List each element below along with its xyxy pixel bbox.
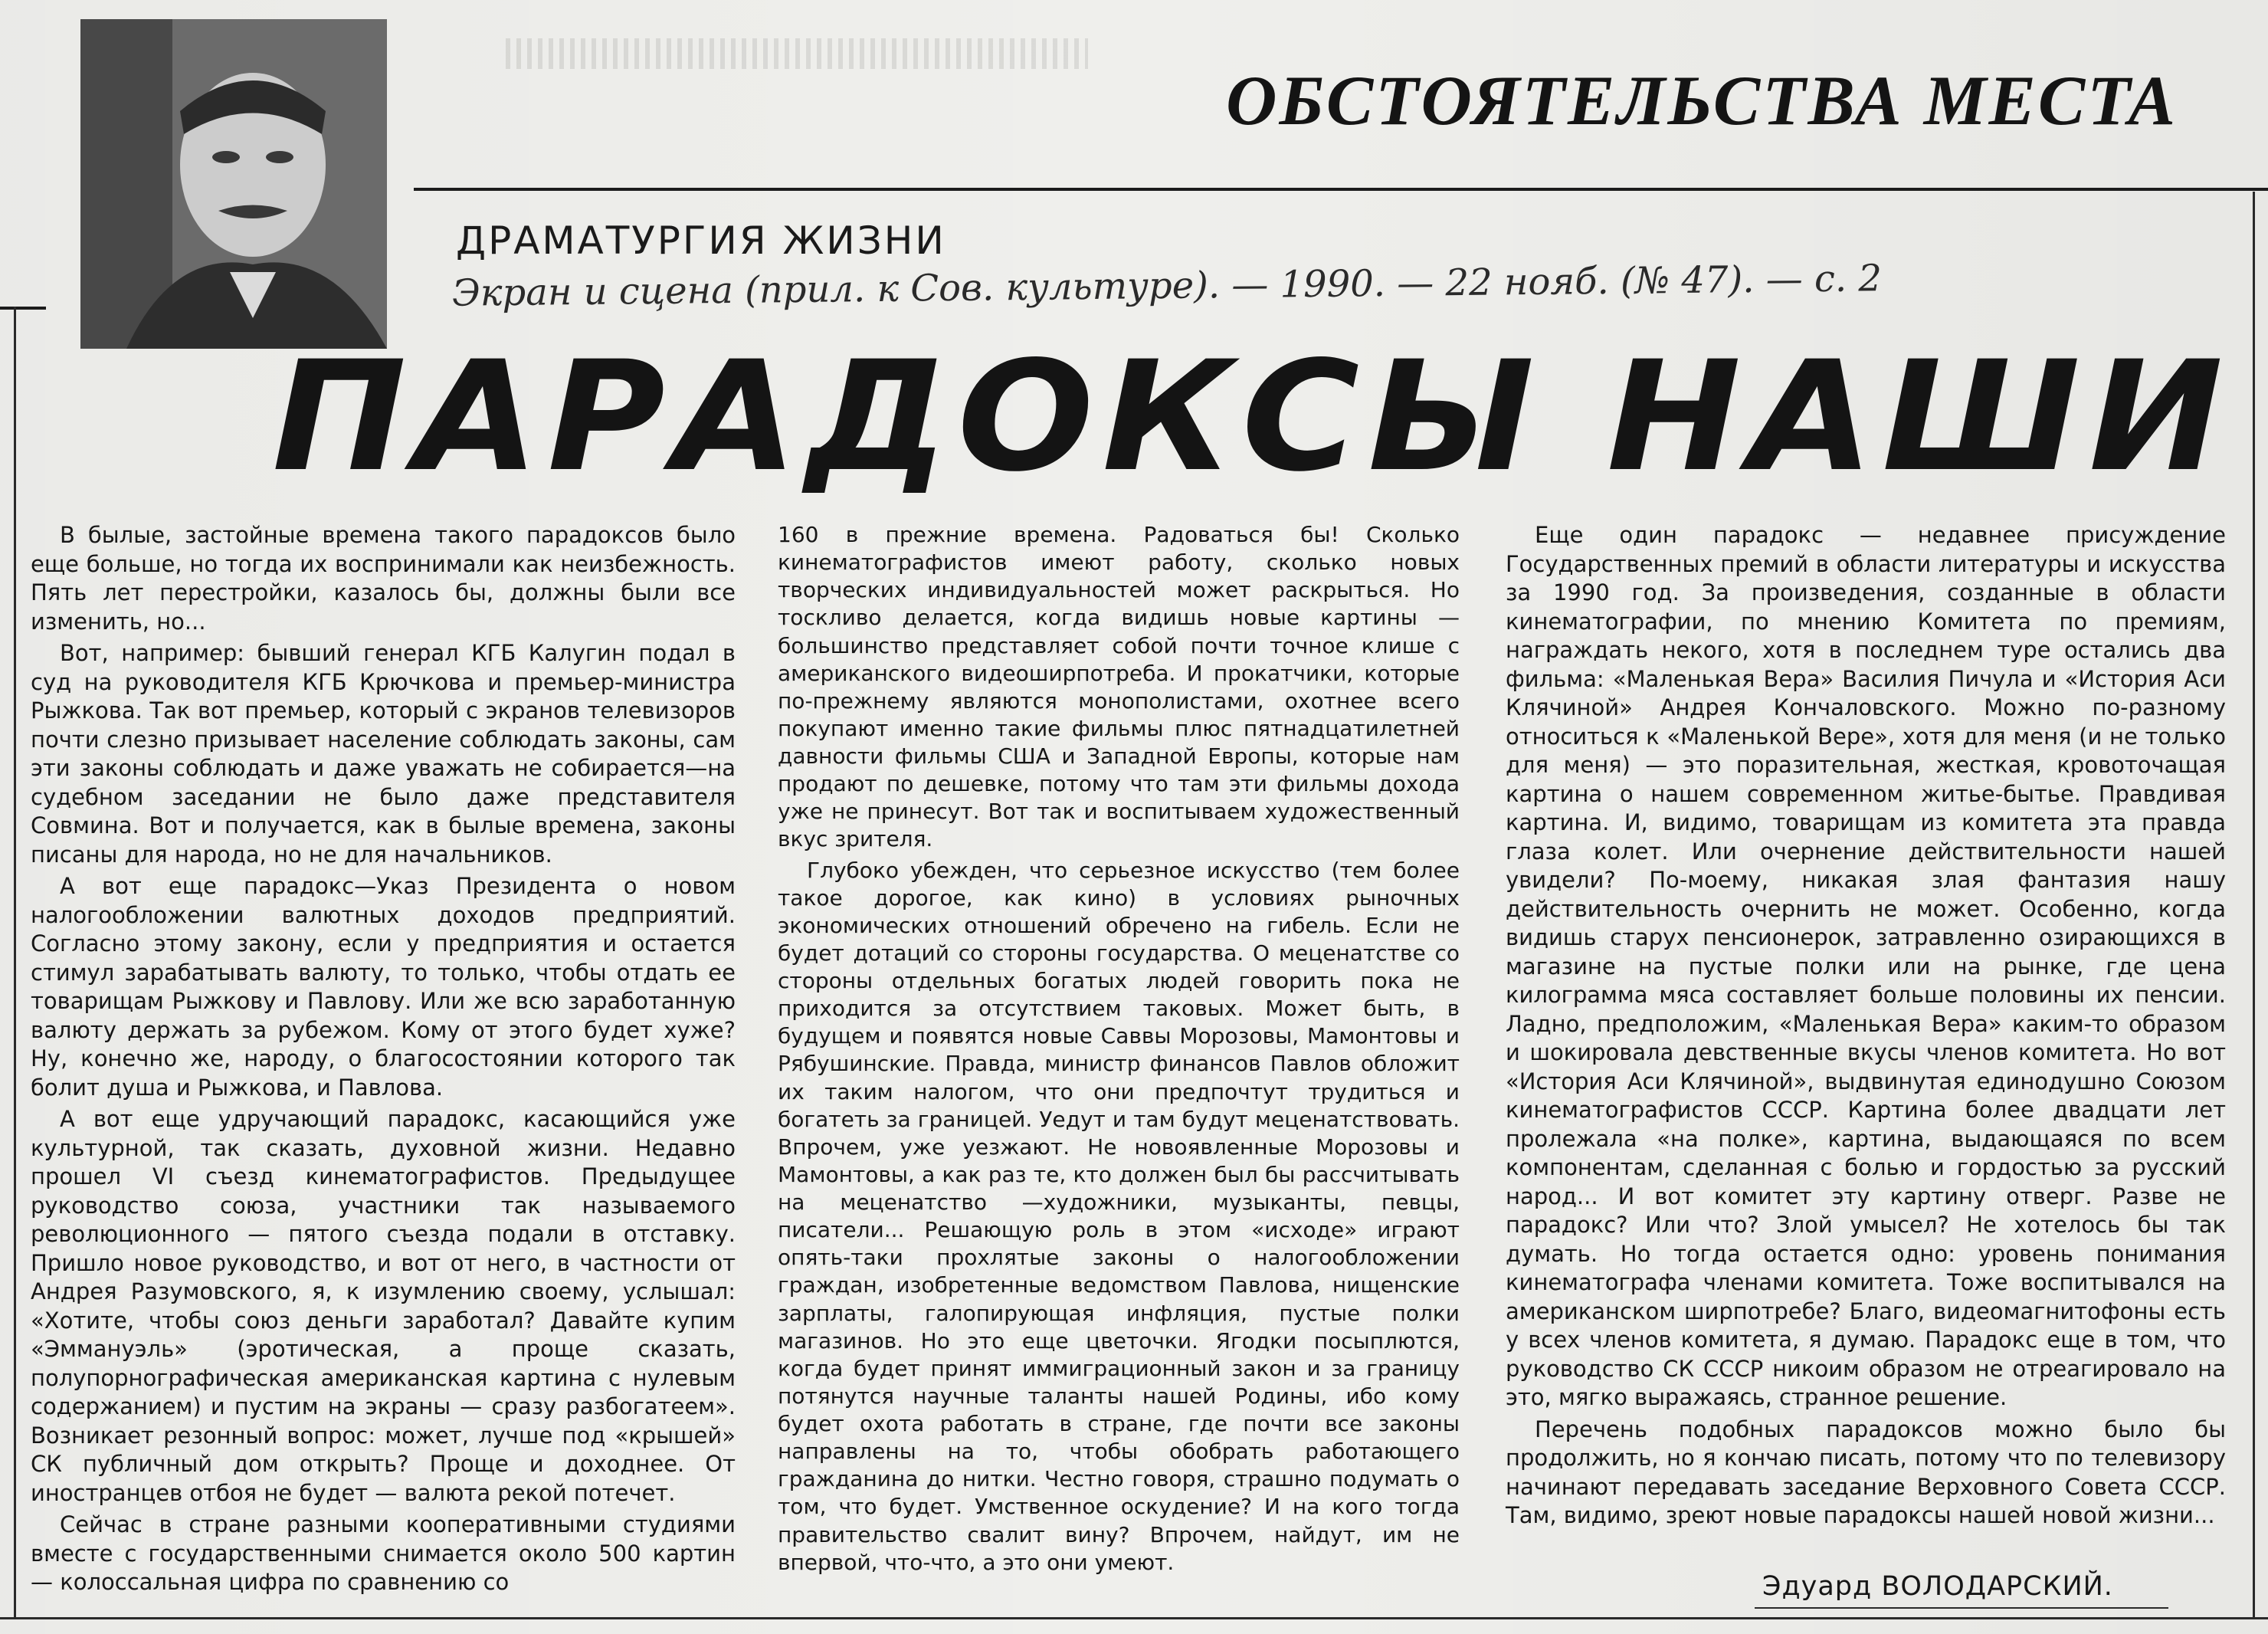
paragraph: Сейчас в стране разными кооперативными студиями вместе с государственными снимается около 500 картин — колоссальная цифра по сравнению со (31, 1511, 736, 1595)
paragraph: 160 в прежние времена. Радоваться бы! Сколько кинематографистов имеют работу, сколько новых творческих индивидуальностей может раскрыться. Но тоскливо делается, когда видишь новые картины — большинство представляет собой почти точное клише с американского видеоширпотреба. И прокатчики, которые по-прежнему являются монополистами, охотнее всего покупают именно такие фильмы плюс пятнадцатилетней давности фильмы США и Западной Европы, которые нам продают по дешевке, потому что там эти фильмы дохода уже не принесут. Вот так и воспитываем художественный вкус зрителя. (778, 522, 1460, 852)
portrait-photo-icon (80, 19, 387, 349)
right-border-rule (2253, 192, 2255, 1617)
paragraph: Вот, например: бывший генерал КГБ Калугин подал в суд на руководителя КГБ Крючкова и премьер-министра Рыжкова. Так вот премьер, который с экранов телевизоров почти слезно призывает население соблюдать законы, сам эти законы соблюдать и даже уважать не собирается—на судебном заседании не было даже представителя Совмина. Вот и получается, как в былые времена, законы писаны для народа, но не для начальников. (31, 640, 736, 868)
left-border-rule (14, 307, 16, 1617)
bottom-border-rule (0, 1617, 2268, 1619)
paragraph: Глубоко убежден, что серьезное искусство (тем более такое дорогое, как кино) в условиях рыночных экономических отношений обречено на гибель. Если не будет дотаций со стороны государства. О меценатстве со стороны отдельных богатых людей говорить пока не приходится за отсутствием таковых. Может быть, в будущем и появятся новые Саввы Морозовы, Мамонтовы и Рябушинские. Правда, министр финансов Павлов обложит их таким налогом, что они предпочтут трудиться и богатеть за границей. Уедут и там будут меценатствовать. Впрочем, уже уезжают. Не новоявленные Морозовы и Мамонтовы, а как раз те, кто должен был бы рассчитывать на меценатство —художники, музыканты, певцы, писатели... Решающую роль в этом «исходе» играют опять-таки прохлятые законы о налогообложении граждан, изобретенные ведомством Павлова, нищенские зарплаты, галопирующая инфляция, пустые полки магазинов. Но это еще цветочки. Ягодки посыплются, когда будет принят иммиграционный закон и за границу потянутся научные таланты нашей Родины, ибо кому будет охота работать в стране, где почти все законы направлены на то, чтобы обобрать работающего гражданина до нитки. Честно говоря, страшно подумать о том, что будет. Умственное оскудение? И на кого тогда правительство свалит вину? Впрочем, найдут, им не впервой, что-что, а это они умеют. (778, 857, 1460, 1575)
paragraph: А вот еще удручающий парадокс, касающийся уже культурной, так сказать, духовной жизни. Недавно прошел VI съезд кинематографистов. Предыдущее руководство союза, участники так называемого революционного — пятого съезда подали в отставку. Пришло новое руководство, и вот от него, в частности от Андрея Разумовского, я, к изумлению своему, услышал: «Хотите, чтобы союз деньги заработал? Давайте купим «Эммануэль» (эротическая, а проще сказать, полупорнографическая американская картина с нулевым содержанием) и пустим на экраны — сразу разбогатеем». Возникает резонный вопрос: может, лучше под «крышей» СК публичный дом открыть? Проще и доходнее. От иностранцев отбоя не будет — валюта рекой потечет. (31, 1106, 736, 1506)
paragraph: Еще один парадокс — недавнее присуждение Государственных премий в области литературы и искусства за 1990 год. За произведения, созданные в области кинематографии, по мнению Комитета по премиям, награждать некого, хотя в последнем туре остались два фильма: «Маленькая Вера» Василия Пичула и «История Аси Клячиной» Андрея Кончаловского. Можно по-разному относиться к «Маленькой Вере», хотя для меня (и не только для меня) — это поразительная, жесткая, кровоточащая картина о нашем современном житье-бытье. Правдивая картина. И, видимо, товарищам из комитета эта правда глаза колет. Или очернение действительности нашей увидели? По-моему, никакая злая фантазия нашу действительность очернить не может. Особенно, когда видишь старух пенсионерок, затравленно озирающихся в магазине на пустые полки или на рынке, где цена килограмма мяса составляет больше половины их пенсии. Ладно, предположим, «Маленькая Вера» каким-то образом и шокировала девственные вкусы членов комитета. Но вот «История Аси Клячиной», выдвинутая единодушно Союзом кинематографистов СССР. Картина более двадцати лет пролежала «на полке», картина, выдающаяся по всем компонентам, сделанная с болью и гордостью за русский народ... И вот комитет эту картину отверг. Разве не парадокс? Или что? Злой умысел? Не хотелось бы так думать. Но тогда остается одно: уровень понимания кинематографа членами комитета. Тоже воспитывался на американском ширпотребе? Благо, видеомагнитофоны есть у всех членов комитета, я думаю. Парадокс еще в том, что руководство СК СССР никоим образом не отреагировало на это, мягко выражаясь, странное решение. (1506, 522, 2226, 1410)
rubric-title: ОБСТОЯТЕЛЬСТВА МЕСТА (1226, 61, 2178, 139)
article-headline: ПАРАДОКСЫ НАШИ (272, 328, 2232, 505)
author-signature: Эдуард ВОЛОДАРСКИЙ. (1762, 1571, 2113, 1602)
section-label: ДРАМАТУРГИЯ ЖИЗНИ (456, 218, 946, 263)
paragraph: А вот еще парадокс—Указ Президента о новом налогообложении валютных доходов предприятий. Согласно этому закону, если у предприятия и остается стимул зарабатывать валюту, то только, чтобы отдать ее товарищам Рыжкову и Павлову. Или же всю заработанную валюту держать за рубежом. Кому от этого будет хуже? Ну, конечно же, народу, о благосостоянии которого так болит душа и Рыжкова, и Павлова. (31, 873, 736, 1101)
article-column-3 (1506, 521, 2226, 1531)
left-rule-tick (0, 307, 46, 310)
paragraph: В былые, застойные времена такого парадоксов было еще больше, но тогда их воспринимали как неизбежность. Пять лет перестройки, казалось бы, должны были все изменить, но... (31, 522, 736, 635)
author-underline (1755, 1607, 2168, 1609)
header-rule (414, 188, 2268, 191)
article-column-2 (778, 521, 1460, 1577)
print-bleed-through (506, 38, 1088, 69)
handwritten-source-note: Экран и сцена (прил. к Сов. культуре). — 1990. — 22 нояб. (№ 47). — с. 2 (451, 257, 1883, 315)
article-column-1 (31, 521, 736, 1597)
author-portrait-photo (80, 19, 387, 349)
paragraph: Перечень подобных парадоксов можно было бы продолжить, но я кончаю писать, потому что по телевизору начинают передавать заседание Верховного Совета СССР. Там, видимо, зреют новые парадоксы нашей новой жизни... (1506, 1416, 2226, 1528)
